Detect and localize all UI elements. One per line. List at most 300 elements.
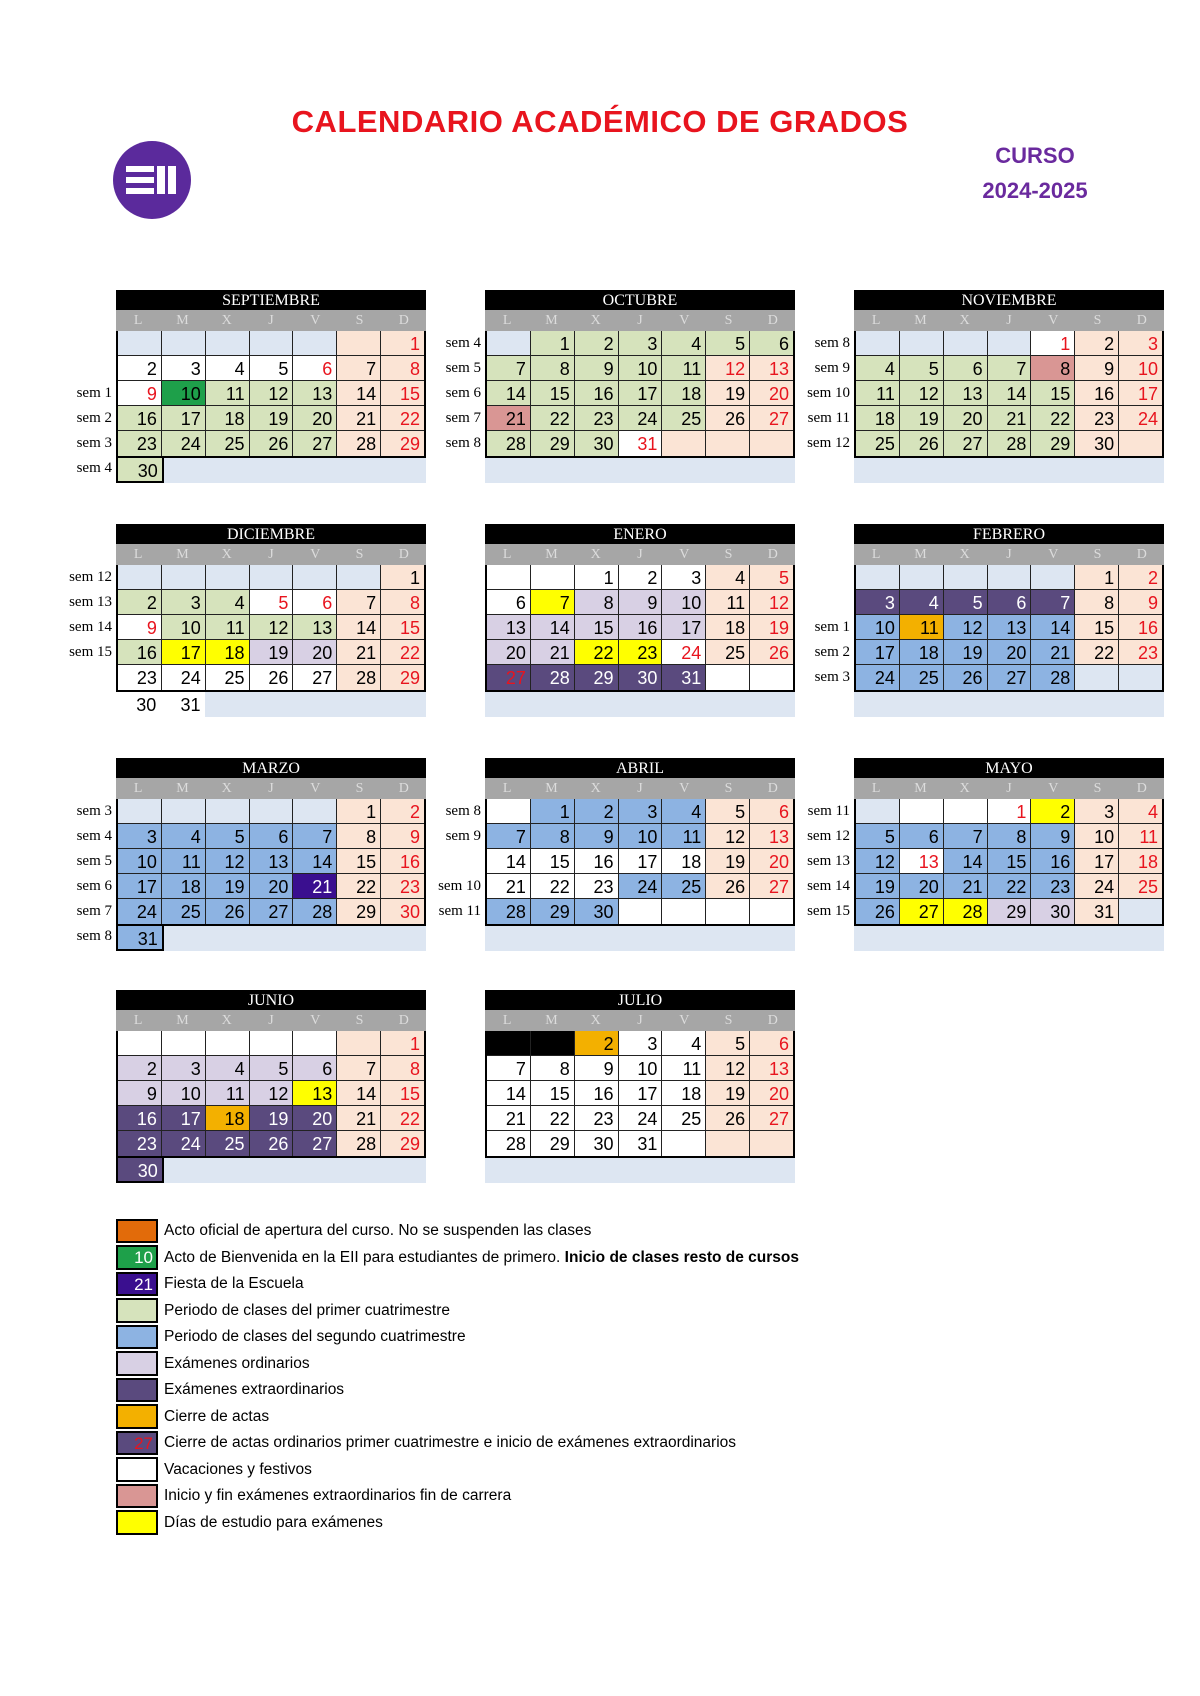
weekday-label: D bbox=[398, 1013, 409, 1028]
day-cell: 5 bbox=[250, 356, 294, 381]
day-cell: 25 bbox=[206, 1131, 250, 1156]
weekday-header bbox=[485, 778, 795, 799]
day-cell: 1 bbox=[1075, 565, 1119, 590]
empty-cell bbox=[529, 458, 573, 483]
legend-label: Inicio y fin exámenes extraordinarios fin de carrera bbox=[164, 1487, 512, 1505]
empty-cell bbox=[751, 458, 795, 483]
month-julio bbox=[485, 990, 795, 1183]
day-cell: 20 bbox=[750, 1081, 793, 1106]
weekday-label: J bbox=[268, 547, 274, 562]
empty-cell bbox=[207, 1158, 251, 1183]
day-cell: 7 bbox=[531, 590, 575, 615]
week-label: sem 3 bbox=[814, 669, 850, 685]
weekday-label: S bbox=[1093, 547, 1102, 562]
empty-cell bbox=[854, 926, 898, 951]
legend-swatch: 21 bbox=[116, 1272, 158, 1297]
day-cell: 14 bbox=[337, 1081, 381, 1106]
legend-item bbox=[116, 1218, 799, 1245]
empty-cell bbox=[529, 926, 573, 951]
day-cell: 27 bbox=[250, 899, 294, 924]
day-cell: 22 bbox=[381, 640, 424, 665]
weekday-label: V bbox=[679, 313, 690, 328]
day-cell: 23 bbox=[381, 874, 424, 899]
week-row bbox=[118, 1106, 424, 1131]
legend-swatch bbox=[116, 1457, 158, 1482]
day-cell: 18 bbox=[1119, 849, 1162, 874]
legend-swatch bbox=[116, 1219, 158, 1244]
day-cell: 6 bbox=[750, 799, 793, 824]
day-cell: 13 bbox=[293, 1081, 337, 1106]
empty-cell bbox=[706, 926, 750, 951]
empty-cell bbox=[1031, 692, 1075, 717]
legend-item bbox=[116, 1245, 799, 1272]
day-cell: 5 bbox=[250, 1056, 294, 1081]
day-cell: 19 bbox=[900, 406, 944, 431]
day-cell bbox=[487, 1031, 531, 1056]
day-cell: 8 bbox=[531, 824, 575, 849]
month-junio bbox=[116, 990, 426, 1183]
day-cell bbox=[662, 899, 706, 924]
weekday-label: M bbox=[176, 781, 189, 796]
day-cell: 11 bbox=[206, 1081, 250, 1106]
weekday-label: V bbox=[310, 1013, 321, 1028]
day-cell: 25 bbox=[206, 431, 250, 456]
day-cell: 4 bbox=[206, 1056, 250, 1081]
day-cell: 19 bbox=[250, 406, 294, 431]
day-cell: 16 bbox=[575, 381, 619, 406]
weekday-label: D bbox=[1136, 313, 1147, 328]
empty-cell bbox=[249, 692, 293, 717]
empty-cell bbox=[618, 926, 662, 951]
week-label: sem 9 bbox=[814, 360, 850, 376]
week-row bbox=[487, 1106, 793, 1131]
day-cell: 17 bbox=[162, 640, 206, 665]
weekday-label: X bbox=[959, 781, 970, 796]
month-grid bbox=[854, 799, 1164, 926]
day-cell: 24 bbox=[619, 874, 663, 899]
week-row bbox=[118, 590, 424, 615]
week-row bbox=[856, 899, 1162, 924]
legend-swatch bbox=[116, 1404, 158, 1429]
week-label: sem 14 bbox=[807, 878, 850, 894]
legend-label: Cierre de actas bbox=[164, 1407, 270, 1425]
day-cell bbox=[750, 1131, 793, 1156]
day-cell: 13 bbox=[750, 824, 793, 849]
week-label: sem 13 bbox=[69, 594, 112, 610]
day-cell: 9 bbox=[381, 824, 424, 849]
day-cell: 3 bbox=[1075, 799, 1119, 824]
legend-item bbox=[116, 1298, 799, 1325]
day-cell: 7 bbox=[337, 590, 381, 615]
trailing-row bbox=[854, 692, 1164, 717]
day-cell bbox=[162, 565, 206, 590]
weekday-label: J bbox=[268, 313, 274, 328]
day-cell: 2 bbox=[575, 331, 619, 356]
weekday-label: V bbox=[310, 781, 321, 796]
weekday-label: M bbox=[914, 547, 927, 562]
day-cell: 10 bbox=[619, 824, 663, 849]
weekday-label: L bbox=[133, 547, 143, 562]
week-row bbox=[118, 874, 424, 899]
weekday-label: X bbox=[590, 547, 601, 562]
day-cell: 3 bbox=[118, 824, 162, 849]
weekday-label: M bbox=[914, 781, 927, 796]
weekday-label: X bbox=[959, 547, 970, 562]
day-cell: 5 bbox=[900, 356, 944, 381]
legend-label: Exámenes extraordinarios bbox=[164, 1381, 345, 1399]
day-cell: 28 bbox=[487, 431, 531, 456]
day-cell: 29 bbox=[381, 665, 424, 690]
day-cell: 23 bbox=[575, 1106, 619, 1131]
day-cell: 4 bbox=[206, 590, 250, 615]
month-diciembre bbox=[116, 524, 426, 717]
legend-swatch bbox=[116, 1378, 158, 1403]
day-cell: 9 bbox=[575, 356, 619, 381]
weekday-label: X bbox=[221, 313, 232, 328]
week-label: sem 10 bbox=[807, 385, 850, 401]
legend-label: Periodo de clases del segundo cuatrimestre bbox=[164, 1328, 466, 1346]
day-cell: 24 bbox=[162, 431, 206, 456]
day-cell: 16 bbox=[118, 1106, 162, 1131]
day-cell: 21 bbox=[944, 874, 988, 899]
day-cell: 8 bbox=[381, 590, 424, 615]
day-cell: 10 bbox=[162, 615, 206, 640]
empty-cell bbox=[751, 926, 795, 951]
day-cell: 31 bbox=[619, 1131, 663, 1156]
day-cell bbox=[293, 1031, 337, 1056]
day-cell: 24 bbox=[1075, 874, 1119, 899]
day-cell: 5 bbox=[706, 1031, 750, 1056]
legend-item bbox=[116, 1377, 799, 1404]
empty-cell bbox=[295, 1158, 339, 1183]
day-cell: 18 bbox=[856, 406, 900, 431]
day-cell: 24 bbox=[118, 899, 162, 924]
day-cell bbox=[1119, 899, 1162, 924]
day-cell bbox=[988, 565, 1032, 590]
legend-item bbox=[116, 1404, 799, 1431]
weekday-label: M bbox=[176, 1013, 189, 1028]
weekday-label: M bbox=[914, 313, 927, 328]
day-cell: 2 bbox=[118, 590, 162, 615]
day-cell bbox=[337, 1031, 381, 1056]
week-row bbox=[856, 565, 1162, 590]
weekday-header bbox=[116, 778, 426, 799]
day-cell: 1 bbox=[381, 1031, 424, 1056]
week-row bbox=[118, 381, 424, 406]
month-grid bbox=[116, 331, 426, 458]
day-cell: 3 bbox=[619, 799, 663, 824]
legend-label: Acto de Bienvenida en la EII para estudiantes de primero. Inicio de clases resto de cursos bbox=[164, 1248, 799, 1266]
day-cell: 17 bbox=[1075, 849, 1119, 874]
empty-cell bbox=[339, 458, 383, 483]
day-cell: 2 bbox=[1119, 565, 1162, 590]
weekday-label: S bbox=[724, 1013, 733, 1028]
day-cell: 15 bbox=[381, 381, 424, 406]
day-cell: 7 bbox=[944, 824, 988, 849]
day-cell: 22 bbox=[1031, 406, 1075, 431]
week-row bbox=[856, 406, 1162, 431]
day-cell: 13 bbox=[750, 1056, 793, 1081]
week-row bbox=[487, 849, 793, 874]
day-cell: 2 bbox=[1075, 331, 1119, 356]
weekday-header bbox=[485, 1010, 795, 1031]
day-cell: 4 bbox=[706, 565, 750, 590]
day-cell: 30 bbox=[575, 1131, 619, 1156]
weekday-label: J bbox=[268, 781, 274, 796]
day-cell: 28 bbox=[988, 431, 1032, 456]
legend-item bbox=[116, 1430, 799, 1457]
day-cell: 2 bbox=[1031, 799, 1075, 824]
day-cell: 22 bbox=[337, 874, 381, 899]
day-cell: 16 bbox=[118, 640, 162, 665]
day-cell: 4 bbox=[1119, 799, 1162, 824]
day-cell bbox=[856, 799, 900, 824]
empty-cell bbox=[207, 458, 251, 483]
empty-cell bbox=[706, 1158, 750, 1183]
day-cell: 15 bbox=[531, 849, 575, 874]
day-cell: 28 bbox=[531, 665, 575, 690]
legend-swatch: 10 bbox=[116, 1245, 158, 1270]
day-cell bbox=[944, 331, 988, 356]
day-cell bbox=[900, 331, 944, 356]
trailing-row bbox=[485, 458, 795, 483]
empty-cell bbox=[251, 1158, 295, 1183]
day-cell: 31 bbox=[160, 692, 204, 717]
weekday-label: X bbox=[221, 781, 232, 796]
trailing-row bbox=[485, 1158, 795, 1183]
week-label: sem 8 bbox=[445, 803, 481, 819]
weekday-label: D bbox=[398, 781, 409, 796]
empty-cell bbox=[618, 692, 662, 717]
day-cell: 6 bbox=[293, 356, 337, 381]
month-name: JUNIO bbox=[116, 990, 426, 1010]
month-grid bbox=[485, 799, 795, 926]
day-cell: 19 bbox=[706, 381, 750, 406]
week-label: sem 9 bbox=[445, 828, 481, 844]
weekday-label: D bbox=[767, 781, 778, 796]
weekday-label: L bbox=[502, 1013, 512, 1028]
week-row bbox=[856, 799, 1162, 824]
day-cell: 25 bbox=[662, 406, 706, 431]
day-cell bbox=[900, 565, 944, 590]
day-cell: 18 bbox=[900, 640, 944, 665]
day-cell: 30 bbox=[1075, 431, 1119, 456]
day-cell bbox=[162, 799, 206, 824]
day-cell: 6 bbox=[900, 824, 944, 849]
legend-label: Cierre de actas ordinarios primer cuatrimestre e inicio de exámenes extraordinarios bbox=[164, 1434, 737, 1452]
day-cell: 16 bbox=[619, 615, 663, 640]
day-cell: 3 bbox=[1119, 331, 1162, 356]
week-row bbox=[118, 849, 424, 874]
day-cell: 30 bbox=[619, 665, 663, 690]
day-cell: 9 bbox=[1075, 356, 1119, 381]
day-cell: 16 bbox=[575, 1081, 619, 1106]
day-cell: 29 bbox=[531, 1131, 575, 1156]
day-cell: 19 bbox=[750, 615, 793, 640]
weekday-label: S bbox=[724, 781, 733, 796]
day-cell: 3 bbox=[856, 590, 900, 615]
week-row bbox=[487, 431, 793, 456]
month-name: FEBRERO bbox=[854, 524, 1164, 544]
week-label: sem 11 bbox=[438, 903, 481, 919]
day-cell: 21 bbox=[531, 640, 575, 665]
legend-item bbox=[116, 1324, 799, 1351]
week-label: sem 1 bbox=[76, 385, 112, 401]
week-label: sem 1 bbox=[814, 619, 850, 635]
day-cell: 26 bbox=[706, 874, 750, 899]
week-row bbox=[487, 799, 793, 824]
day-cell: 31 bbox=[116, 926, 164, 951]
week-row bbox=[487, 665, 793, 690]
week-row bbox=[118, 824, 424, 849]
day-cell: 23 bbox=[619, 640, 663, 665]
day-cell: 18 bbox=[206, 1106, 250, 1131]
empty-cell bbox=[337, 692, 381, 717]
day-cell: 13 bbox=[293, 615, 337, 640]
month-name: DICIEMBRE bbox=[116, 524, 426, 544]
week-label: sem 8 bbox=[76, 928, 112, 944]
week-row bbox=[118, 899, 424, 924]
day-cell: 3 bbox=[162, 1056, 206, 1081]
empty-cell bbox=[339, 1158, 383, 1183]
empty-cell bbox=[574, 692, 618, 717]
day-cell: 27 bbox=[900, 899, 944, 924]
week-label: sem 8 bbox=[445, 435, 481, 451]
day-cell: 27 bbox=[293, 431, 337, 456]
day-cell: 15 bbox=[531, 381, 575, 406]
week-row bbox=[856, 381, 1162, 406]
eii-logo-icon bbox=[112, 140, 192, 220]
empty-cell bbox=[1075, 458, 1119, 483]
day-cell: 11 bbox=[856, 381, 900, 406]
day-cell: 23 bbox=[1119, 640, 1162, 665]
day-cell bbox=[206, 565, 250, 590]
day-cell: 30 bbox=[575, 431, 619, 456]
day-cell: 27 bbox=[944, 431, 988, 456]
day-cell: 13 bbox=[988, 615, 1032, 640]
month-enero bbox=[485, 524, 795, 717]
empty-cell bbox=[382, 458, 426, 483]
day-cell: 24 bbox=[856, 665, 900, 690]
day-cell: 26 bbox=[856, 899, 900, 924]
weekday-label: X bbox=[590, 1013, 601, 1028]
day-cell: 16 bbox=[1075, 381, 1119, 406]
week-row bbox=[487, 565, 793, 590]
day-cell: 21 bbox=[487, 1106, 531, 1131]
day-cell: 5 bbox=[706, 331, 750, 356]
empty-cell bbox=[854, 458, 898, 483]
weekday-label: S bbox=[724, 547, 733, 562]
day-cell: 31 bbox=[662, 665, 706, 690]
week-row bbox=[118, 356, 424, 381]
day-cell: 3 bbox=[619, 331, 663, 356]
day-cell: 27 bbox=[293, 1131, 337, 1156]
day-cell: 26 bbox=[900, 431, 944, 456]
empty-cell bbox=[251, 926, 295, 951]
day-cell: 14 bbox=[1031, 615, 1075, 640]
curso-label: CURSO bbox=[995, 143, 1075, 168]
day-cell: 11 bbox=[662, 356, 706, 381]
week-label: sem 3 bbox=[76, 435, 112, 451]
day-cell: 29 bbox=[337, 899, 381, 924]
day-cell: 23 bbox=[1075, 406, 1119, 431]
day-cell: 9 bbox=[118, 615, 162, 640]
day-cell: 19 bbox=[944, 640, 988, 665]
day-cell: 24 bbox=[619, 406, 663, 431]
day-cell: 5 bbox=[250, 590, 294, 615]
month-grid bbox=[854, 565, 1164, 692]
legend-label: Fiesta de la Escuela bbox=[164, 1275, 304, 1293]
month-marzo bbox=[116, 758, 426, 951]
week-row bbox=[856, 356, 1162, 381]
legend-label: Acto oficial de apertura del curso. No se suspenden las clases bbox=[164, 1222, 592, 1240]
day-cell: 1 bbox=[531, 1031, 575, 1056]
day-cell: 20 bbox=[293, 640, 337, 665]
empty-cell bbox=[854, 692, 898, 717]
day-cell: 7 bbox=[487, 824, 531, 849]
day-cell: 12 bbox=[750, 590, 793, 615]
month-abril bbox=[485, 758, 795, 951]
day-cell: 25 bbox=[662, 874, 706, 899]
legend-item bbox=[116, 1483, 799, 1510]
day-cell: 1 bbox=[988, 799, 1032, 824]
day-cell: 1 bbox=[1031, 331, 1075, 356]
day-cell: 25 bbox=[1119, 874, 1162, 899]
weekday-label: L bbox=[871, 313, 881, 328]
day-cell bbox=[944, 799, 988, 824]
day-cell: 6 bbox=[750, 331, 793, 356]
weekday-header bbox=[854, 544, 1164, 565]
day-cell: 22 bbox=[988, 874, 1032, 899]
empty-cell bbox=[706, 692, 750, 717]
week-row bbox=[118, 406, 424, 431]
day-cell bbox=[662, 431, 706, 456]
day-cell bbox=[118, 565, 162, 590]
day-cell: 16 bbox=[381, 849, 424, 874]
month-name: NOVIEMBRE bbox=[854, 290, 1164, 310]
week-row bbox=[487, 824, 793, 849]
day-cell: 8 bbox=[381, 356, 424, 381]
day-cell: 3 bbox=[162, 590, 206, 615]
day-cell: 13 bbox=[487, 615, 531, 640]
weekday-label: S bbox=[1093, 781, 1102, 796]
day-cell: 7 bbox=[988, 356, 1032, 381]
day-cell bbox=[250, 1031, 294, 1056]
day-cell: 19 bbox=[856, 874, 900, 899]
weekday-label: M bbox=[176, 313, 189, 328]
day-cell: 15 bbox=[988, 849, 1032, 874]
empty-cell bbox=[485, 926, 529, 951]
day-cell: 1 bbox=[575, 565, 619, 590]
day-cell: 20 bbox=[293, 406, 337, 431]
day-cell: 6 bbox=[250, 824, 294, 849]
month-name: JULIO bbox=[485, 990, 795, 1010]
day-cell: 26 bbox=[206, 899, 250, 924]
day-cell: 23 bbox=[118, 1131, 162, 1156]
week-row bbox=[118, 1056, 424, 1081]
weekday-label: J bbox=[1006, 547, 1012, 562]
day-cell: 21 bbox=[337, 640, 381, 665]
day-cell: 21 bbox=[337, 406, 381, 431]
legend-swatch bbox=[116, 1298, 158, 1323]
day-cell: 21 bbox=[487, 874, 531, 899]
weekday-label: X bbox=[959, 313, 970, 328]
day-cell: 2 bbox=[575, 799, 619, 824]
trailing-row bbox=[854, 458, 1164, 483]
week-row bbox=[856, 431, 1162, 456]
empty-cell bbox=[529, 1158, 573, 1183]
day-cell: 28 bbox=[1031, 665, 1075, 690]
